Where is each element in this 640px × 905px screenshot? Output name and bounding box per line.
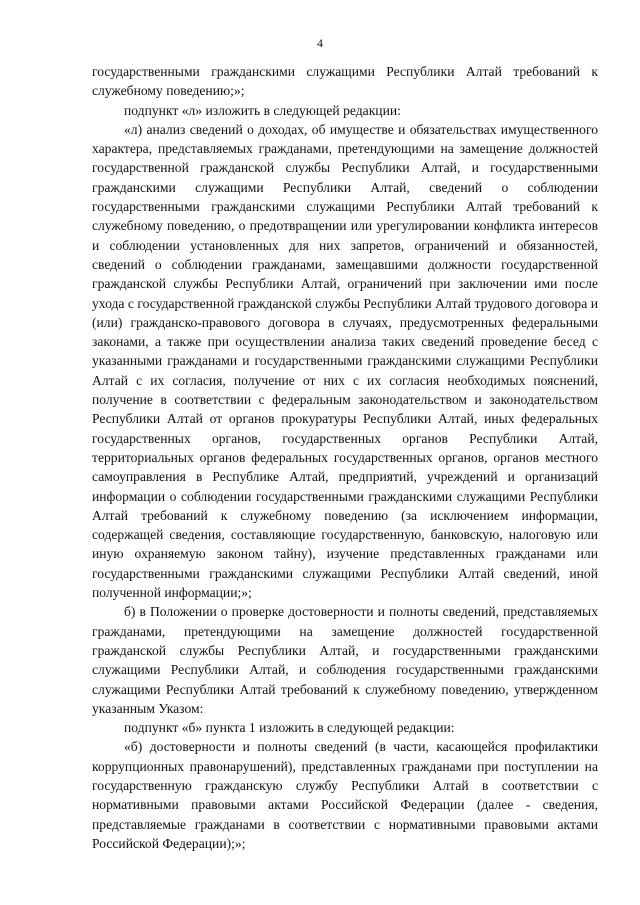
paragraph: государственными гражданскими служащими Республики Алтай требований к служебному поведению;»; (92, 64, 598, 99)
paragraph: «л) анализ сведений о доходах, об имуществе и обязательствах имущественного характера, представляемых гражданами, претендующими на замещение должностей государственной гражданской службы Республики Алтай, и государственными гражданскими служащими Республики Алтай, сведений о соблюдении государственными гражданскими служащими Республики Алтай требований к служебному поведению, о предотвращении или урегулировании конфликта интересов и соблюдении установленных для них запретов, ограничений и обязанностей, сведений о соблюдении гражданами, замещавшими должности государственной гражданской службы Республики Алтай, ограничений при заключении ими после ухода с государственной гражданской службы Республики Алтай трудового договора и (или) гражданско-правового договора в случаях, предусмотренных федеральными законами, а также при осуществлении анализа таких сведений проведение бесед с указанными гражданами и государственными гражданскими служащими Республики Алтай с их согласия, получение от них с их согласия необходимых пояснений, получение в соответствии с федеральным законодательством и законодательством Республики Алтай от органов прокуратуры Республики Алтай, иных федеральных государственных органов, государственных органов Республики Алтай, территориальных органов федеральных государственных органов, органов местного самоуправления в Республике Алтай, предприятий, учреждений и организаций информации о соблюдении государственными гражданскими служащими Республики Алтай требований к служебному поведению (за исключением информации, содержащей сведения, составляющие государственную, банковскую, налоговую или иную охраняемую законом тайну), изучение представленных гражданами или государственными гражданскими служащими Республики Алтай сведений, иной полученной информации;»; (92, 121, 598, 601)
paragraph: подпункт «л» изложить в следующей редакции: (124, 102, 401, 118)
page-number: 4 (317, 36, 323, 50)
paragraph: б) в Положении о проверке достоверности и полноты сведений, представляемых гражданами, претендующими на замещение должностей государственной гражданской службы Республики Алтай, и государственными гражданскими служащими Республики Алтай, и соблюдения государственными гражданскими служащими Республики Алтай требований к служебному поведению, утвержденном указанным Указом: (92, 604, 598, 716)
paragraph: подпункт «б» пункта 1 изложить в следующей редакции: (124, 720, 455, 736)
document-body (92, 62, 598, 853)
paragraph: «б) достоверности и полноты сведений (в части, касающейся профилактики коррупционных правонарушений), представленных гражданами при поступлении на государственную гражданскую службу Республики Алтай в соответствии с нормативными правовыми актами Российской Федерации (далее - сведения, представляемые гражданами в соответствии с нормативными правовыми актами Российской Федерации);»; (92, 739, 598, 851)
